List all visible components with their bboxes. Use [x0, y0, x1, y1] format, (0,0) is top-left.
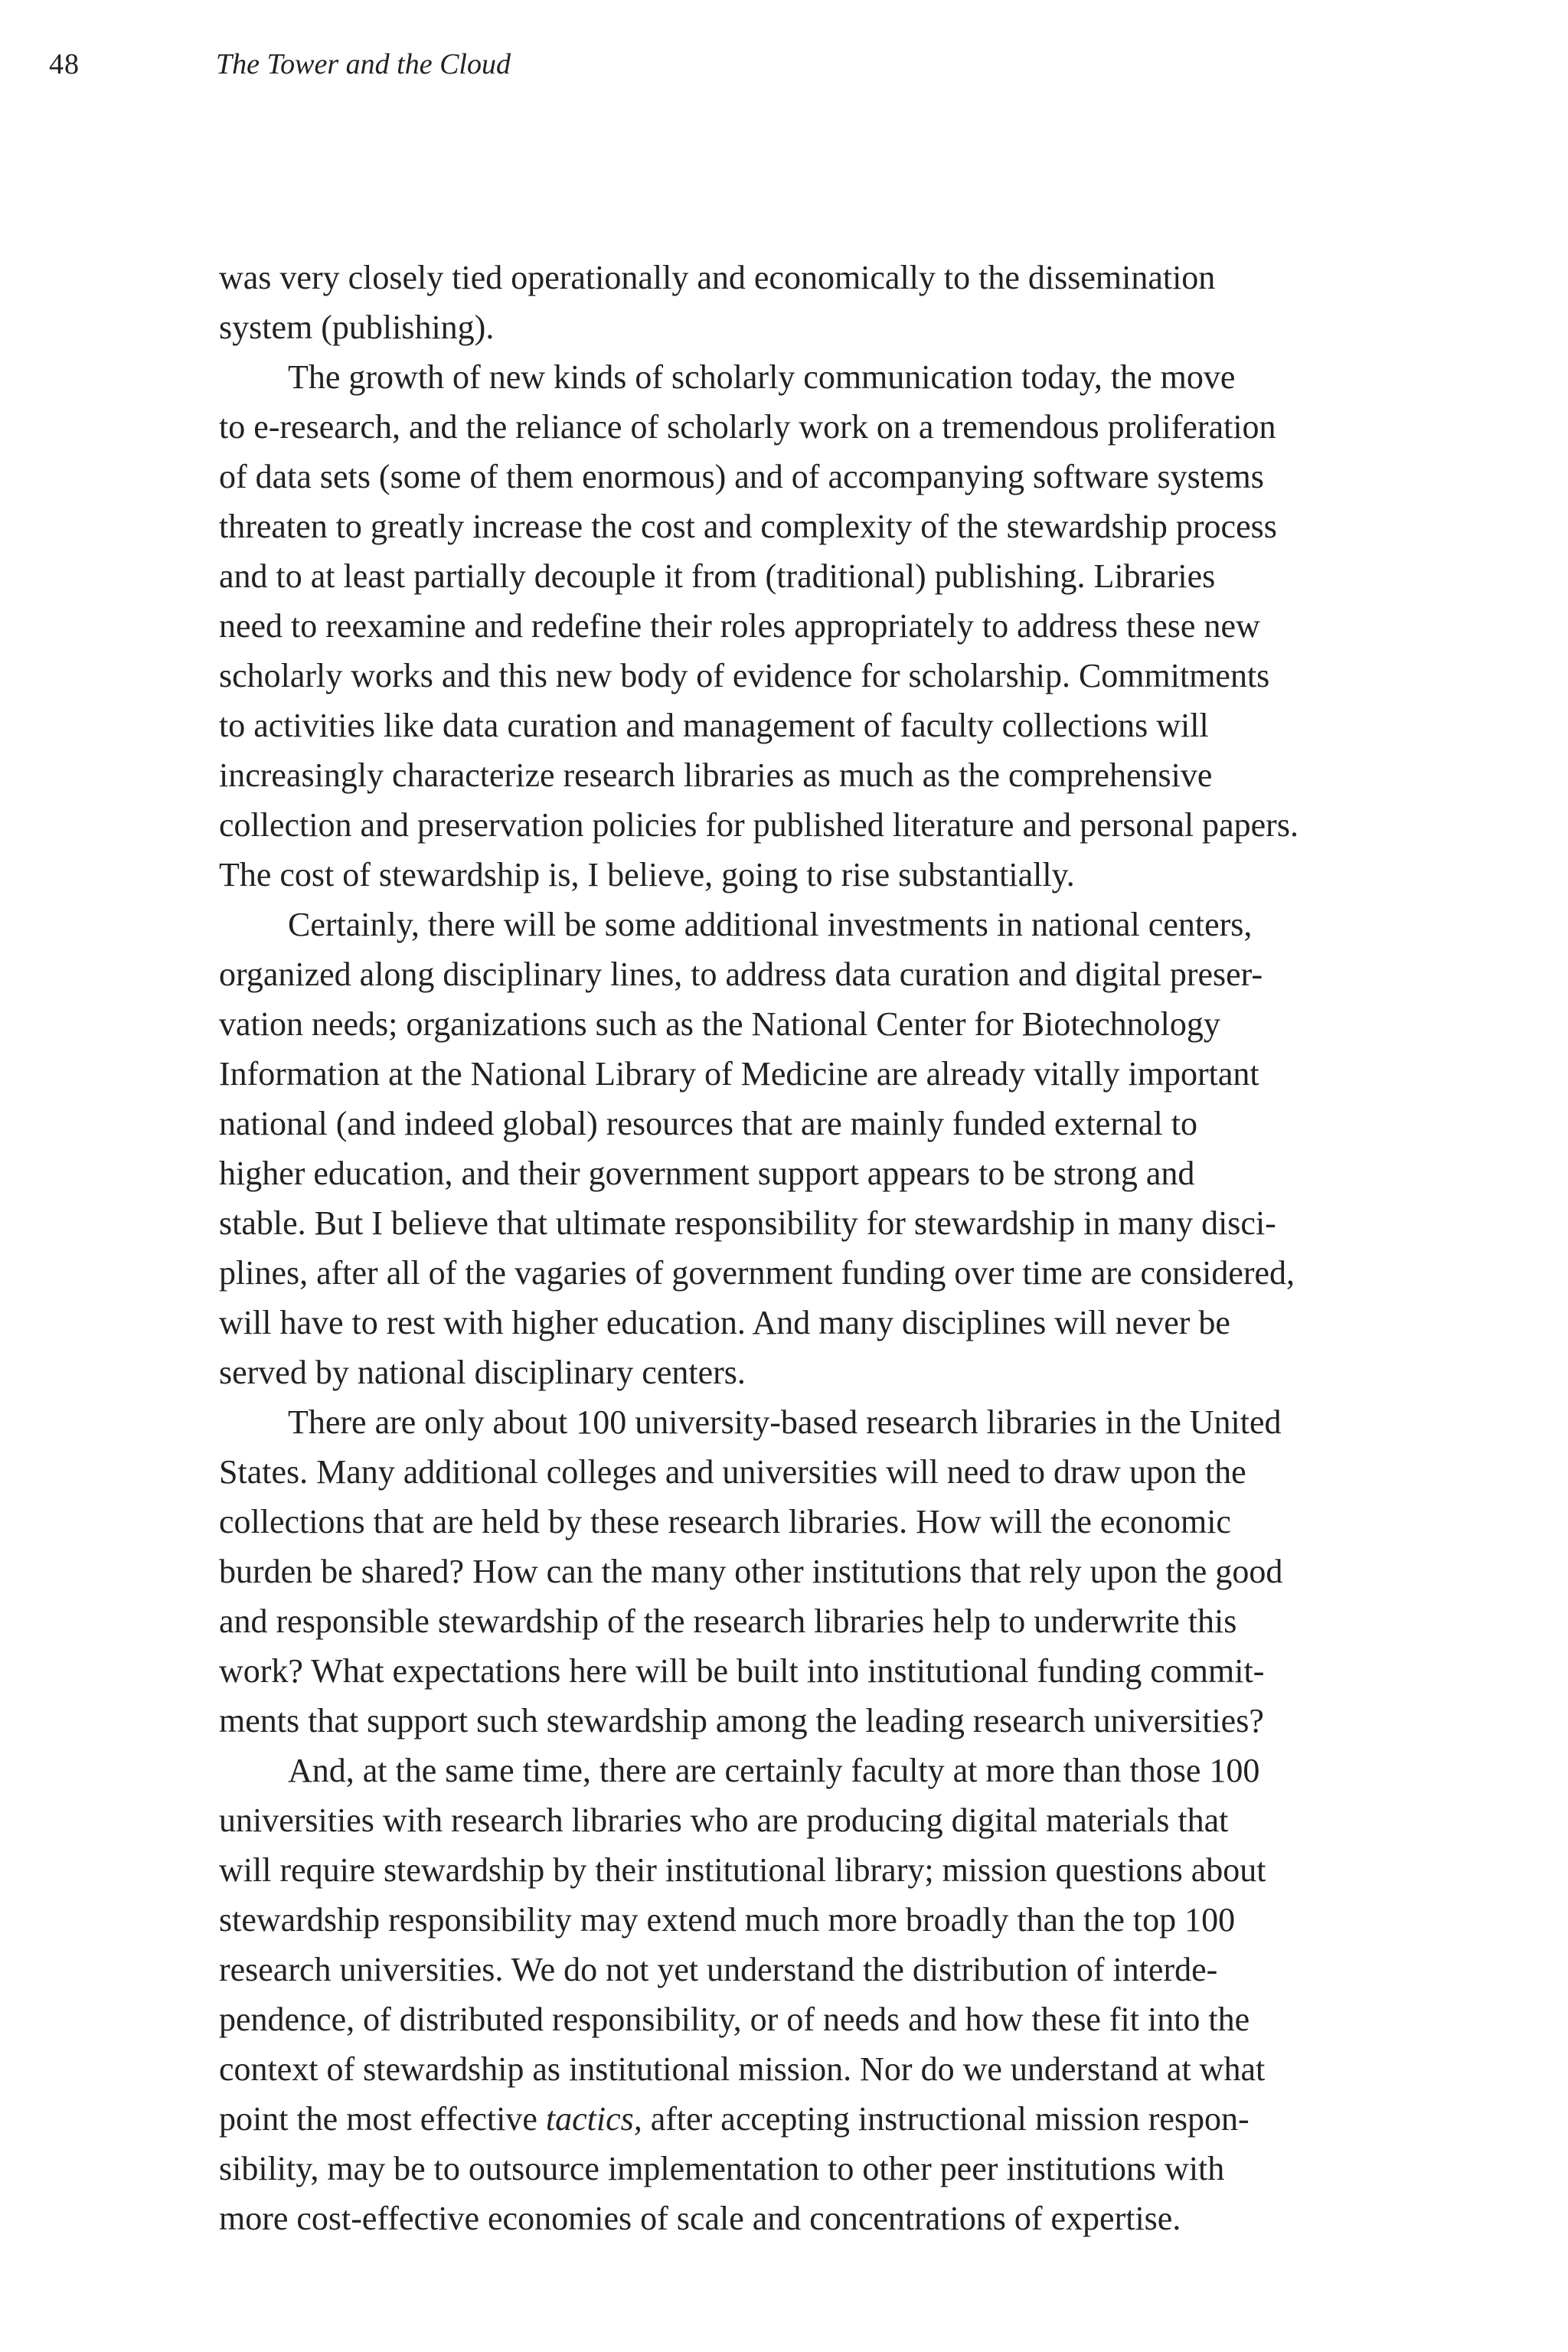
text-line: organized along disciplinary lines, to address data curation and digital preser-	[219, 956, 1263, 993]
text-line: vation needs; organizations such as the National Center for Biotechnology	[219, 1005, 1220, 1043]
emphasized-word: tactics,	[545, 2100, 642, 2138]
text-line: sibility, may be to outsource implementation to other peer institutions with	[219, 2150, 1225, 2187]
text-line: served by national disciplinary centers.	[219, 1354, 746, 1391]
text-line: burden be shared? How can the many other institutions that rely upon the good	[219, 1553, 1283, 1590]
text-line: The growth of new kinds of scholarly communication today, the move	[288, 358, 1236, 396]
page-number: 48	[49, 48, 80, 80]
text-line: of data sets (some of them enormous) and of accompanying software systems	[219, 458, 1264, 495]
text-line: pendence, of distributed responsibility, or of needs and how these fit into the	[219, 2001, 1250, 2038]
text-line: and responsible stewardship of the research libraries help to underwrite this	[219, 1602, 1237, 1640]
text-line: national (and indeed global) resources that are mainly funded external to	[219, 1105, 1197, 1142]
text-line: collections that are held by these research libraries. How will the economic	[219, 1503, 1231, 1540]
text-line: system (publishing).	[219, 309, 495, 346]
text-line: collection and preservation policies for published literature and personal papers.	[219, 806, 1298, 844]
text-line: more cost-effective economies of scale and concentrations of expertise.	[219, 2200, 1181, 2237]
running-head	[0, 47, 1568, 93]
text-line-with-emphasis	[219, 2094, 1352, 2144]
text-line: context of stewardship as institutional mission. Nor do we understand at what	[219, 2050, 1266, 2088]
text-line: There are only about 100 university-based research libraries in the United	[288, 1403, 1282, 1441]
text-line: Certainly, there will be some additional investments in national centers,	[288, 906, 1253, 943]
text-line: And, at the same time, there are certainly faculty at more than those 100	[288, 1752, 1260, 1789]
text-line: work? What expectations here will be built into institutional funding commit-	[219, 1652, 1265, 1690]
text-line: stable. But I believe that ultimate responsibility for stewardship in many disci-	[219, 1204, 1276, 1242]
text-line: ments that support such stewardship among the leading research universities?	[219, 1702, 1264, 1740]
text-line: universities with research libraries who are producing digital materials that	[219, 1802, 1229, 1839]
text-line: scholarly works and this new body of evidence for scholarship. Commitments	[219, 657, 1270, 694]
paragraph-lines	[219, 253, 1352, 2094]
text-line: research universities. We do not yet understand the distribution of interde-	[219, 1951, 1218, 1988]
text-line: will require stewardship by their institutional library; mission questions about	[219, 1851, 1266, 1889]
text-line: plines, after all of the vagaries of government funding over time are considered,	[219, 1254, 1295, 1292]
book-title: The Tower and the Cloud	[216, 48, 511, 80]
text-line: The cost of stewardship is, I believe, going to rise substantially.	[219, 856, 1075, 893]
text-segment: point the most effective	[219, 2100, 546, 2138]
text-line: higher education, and their government support appears to be strong and	[219, 1155, 1195, 1192]
text-line: will have to rest with higher education. And many disciplines will never be	[219, 1304, 1230, 1341]
text-line: States. Many additional colleges and universities will need to draw upon the	[219, 1453, 1246, 1491]
text-line: Information at the National Library of Medicine are already vitally important	[219, 1055, 1259, 1093]
paragraph-lines-final	[219, 2144, 1352, 2243]
text-line: was very closely tied operationally and economically to the dissemination	[219, 259, 1216, 296]
text-line: to e-research, and the reliance of scholarly work on a tremendous proliferation	[219, 408, 1276, 446]
text-line: need to reexamine and redefine their roles appropriately to address these new	[219, 607, 1260, 645]
text-line: stewardship responsibility may extend much more broadly than the top 100	[219, 1901, 1236, 1939]
body-text	[219, 253, 1352, 2243]
text-line: threaten to greatly increase the cost and complexity of the stewardship process	[219, 508, 1277, 545]
text-segment: after accepting instructional mission respon-	[642, 2100, 1250, 2138]
text-line: increasingly characterize research libraries as much as the comprehensive	[219, 756, 1213, 794]
text-line: and to at least partially decouple it from (traditional) publishing. Libraries	[219, 557, 1216, 595]
text-line: to activities like data curation and management of faculty collections will	[219, 707, 1209, 744]
